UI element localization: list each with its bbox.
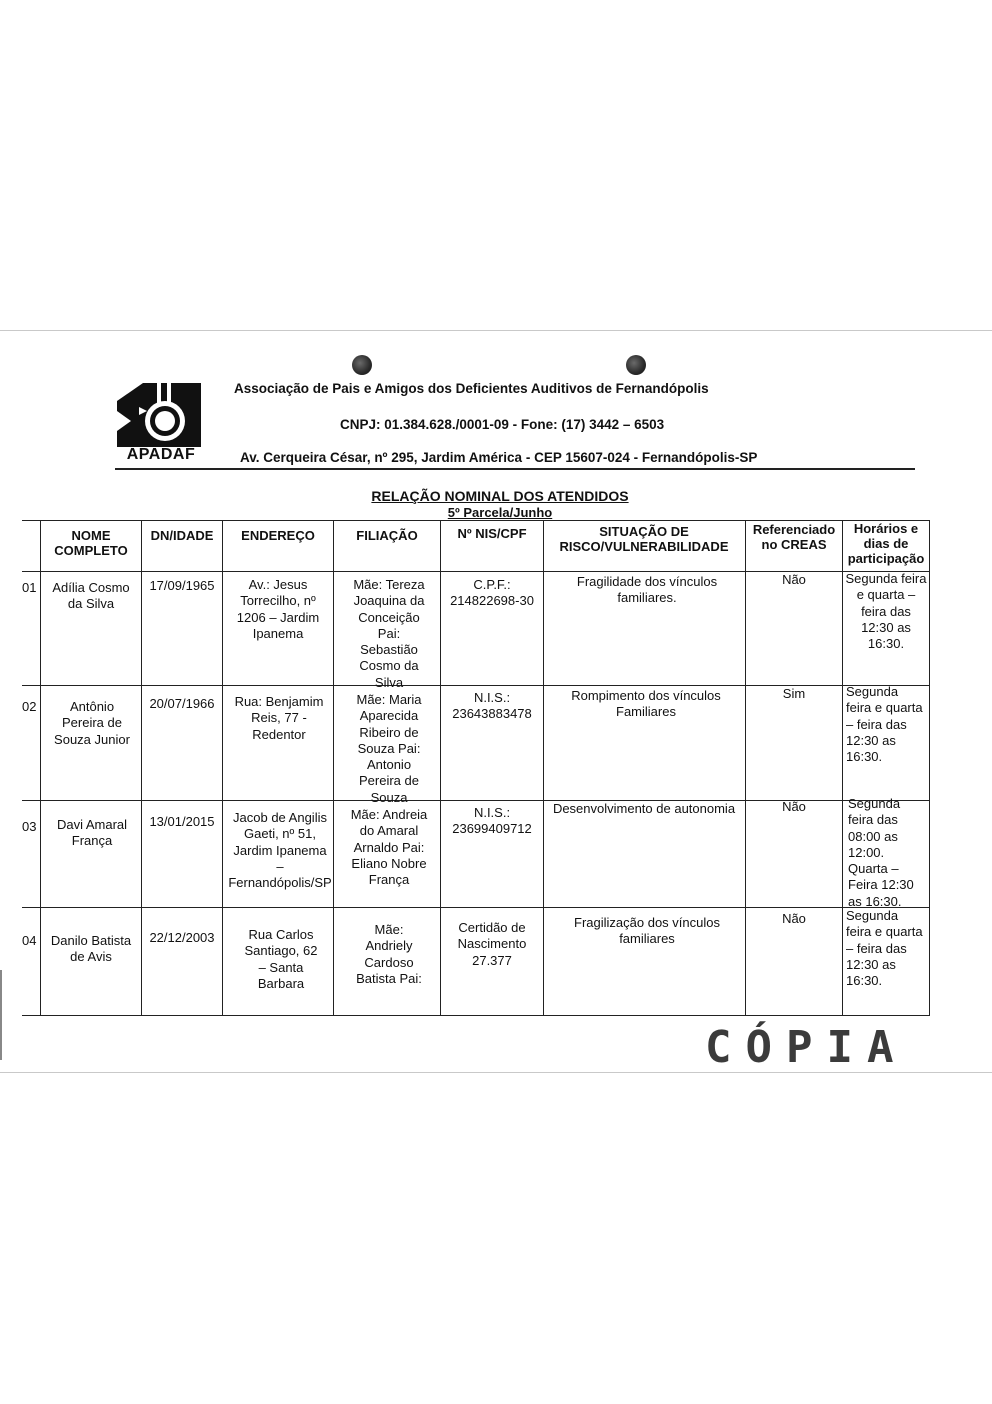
cell-endereco: Rua: Benjamim Reis, 77 - Redentor [234, 694, 324, 742]
scan-edge-top [0, 330, 992, 331]
cell-endereco: Jacob de Angilis Gaeti, nº 51, Jardim Ipanema – Fernandópolis/SP [228, 810, 332, 891]
header-dn: DN/IDADE [150, 528, 214, 543]
cell-nome: Danilo Batista de Avis [50, 933, 132, 965]
logo-text: APADAF [126, 446, 196, 463]
cell-dn: 13/01/2015 [149, 814, 215, 829]
cell-creas: Não [782, 911, 806, 926]
header-endereco: ENDEREÇO [241, 528, 315, 543]
header-nis: Nº NIS/CPF [457, 526, 527, 541]
table-border-top [22, 520, 930, 521]
cell-situacao: Fragilidade dos vínculos familiares. [576, 574, 718, 606]
cell-nis: C.P.F.: 214822698-30 [450, 577, 534, 609]
cell-nome: Antônio Pereira de Souza Junior [54, 699, 130, 747]
col-divider [842, 520, 843, 1015]
cell-horarios: Segunda feira das 08:00 as 12:00. Quarta – Feira 12:30 as 16:30. [848, 796, 914, 909]
cell-situacao: Fragilização dos vínculos familiares [574, 915, 720, 947]
document-title: RELAÇÃO NOMINAL DOS ATENDIDOS [371, 488, 629, 504]
row-number: 01 [22, 580, 37, 595]
cell-horarios: Segunda feira e quarta – feira das 12:30 as 16:30. [846, 684, 923, 765]
table-border-bottom [22, 1015, 930, 1016]
cell-horarios: Segunda feira e quarta – feira das 12:30 as 16:30. [845, 571, 927, 652]
cell-endereco: Rua Carlos Santiago, 62 – Santa Barbara [244, 927, 318, 991]
cnpj-phone-line: CNPJ: 01.384.628./0001-09 - Fone: (17) 3442 – 6503 [340, 417, 665, 432]
col-divider [543, 520, 544, 1015]
cell-nome: Adília Cosmo da Silva [52, 580, 130, 612]
punch-hole-right [626, 355, 646, 375]
row-divider [22, 907, 930, 908]
cell-filiacao: Mãe: Tereza Joaquina da Conceição Pai: Sebastião Cosmo da Silva [353, 577, 425, 690]
cell-dn: 17/09/1965 [149, 578, 215, 593]
header-nome: NOME COMPLETO [54, 528, 128, 558]
cell-creas: Sim [782, 686, 806, 701]
table-border-right [929, 520, 930, 1015]
cell-nis: Certidão de Nascimento 27.377 [457, 920, 527, 968]
cell-filiacao: Mãe: Maria Aparecida Ribeiro de Souza Pai: Antonio Pereira de Souza [356, 692, 422, 805]
col-divider [141, 520, 142, 1015]
cell-nis: N.I.S.: 23699409712 [452, 805, 532, 837]
cell-nis: N.I.S.: 23643883478 [452, 690, 532, 722]
header-horarios: Horários e dias de participação [847, 521, 925, 566]
row-number: 04 [22, 933, 37, 948]
col-divider [333, 520, 334, 1015]
copy-stamp: CÓPIA [705, 1022, 908, 1073]
header-rule [115, 468, 915, 470]
document-subtitle: 5º Parcela/Junho [447, 505, 553, 520]
row-number: 03 [22, 819, 37, 834]
punch-hole-left [352, 355, 372, 375]
cell-horarios: Segunda feira e quarta – feira das 12:30 as 16:30. [846, 908, 923, 989]
col-divider [40, 520, 41, 1015]
cell-creas: Não [782, 799, 806, 814]
header-creas: Referenciado no CREAS [752, 522, 836, 552]
cell-endereco: Av.: Jesus Torrecilho, nº 1206 – Jardim Ipanema [236, 577, 320, 641]
col-divider [745, 520, 746, 1015]
cell-situacao: Desenvolvimento de autonomia [552, 801, 736, 816]
col-divider [222, 520, 223, 1015]
row-number: 02 [22, 699, 37, 714]
address-line: Av. Cerqueira César, nº 295, Jardim América - CEP 15607-024 - Fernandópolis-SP [240, 450, 758, 465]
cell-nome: Davi Amaral França [56, 817, 128, 849]
cell-dn: 20/07/1966 [149, 696, 215, 711]
cell-filiacao: Mãe: Andriely Cardoso Batista Pai: [356, 922, 422, 986]
cell-creas: Não [782, 572, 806, 587]
col-divider [440, 520, 441, 1015]
scan-margin-mark [0, 970, 2, 1060]
header-situacao: SITUAÇÃO DE RISCO/VULNERABILIDADE [559, 524, 729, 554]
cell-situacao: Rompimento dos vínculos Familiares [571, 688, 721, 720]
cell-filiacao: Mãe: Andreia do Amaral Arnaldo Pai: Eliano Nobre França [350, 807, 428, 888]
cell-dn: 22/12/2003 [149, 930, 215, 945]
organization-name: Associação de Pais e Amigos dos Deficientes Auditivos de Fernandópolis [234, 381, 709, 396]
header-filiacao: FILIAÇÃO [356, 528, 418, 543]
